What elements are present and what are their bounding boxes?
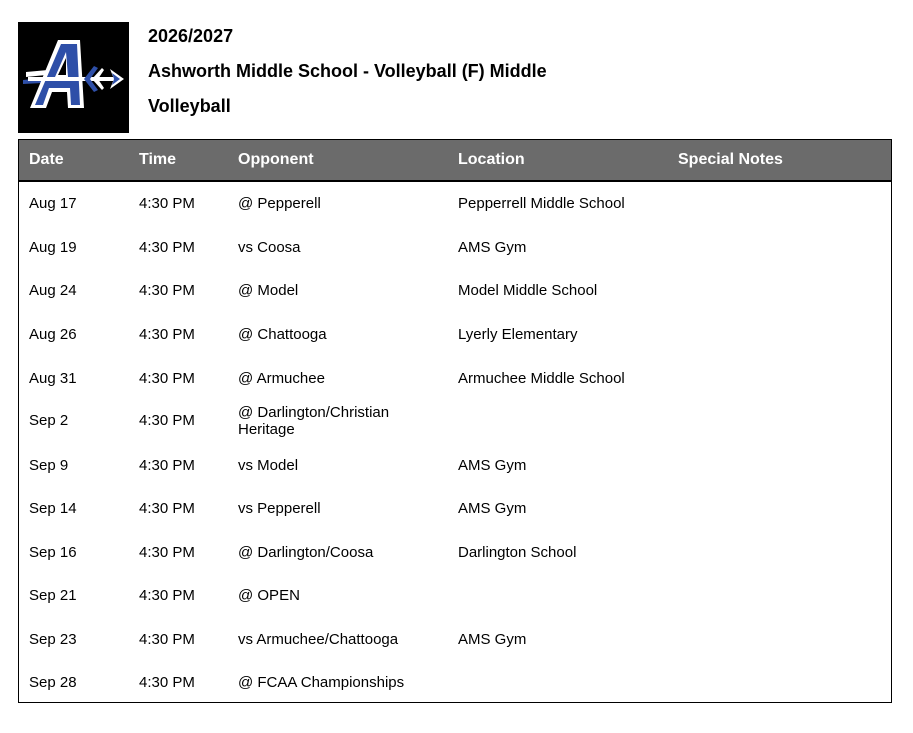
- cell-date: Aug 19: [29, 239, 77, 256]
- cell-location: Darlington School: [458, 544, 577, 561]
- cell-date: Sep 14: [29, 500, 77, 517]
- table-row: [19, 487, 891, 530]
- cell-location: Pepperrell Middle School: [458, 195, 625, 212]
- table-row: [19, 313, 891, 356]
- cell-location: AMS Gym: [458, 457, 527, 474]
- cell-time: 4:30 PM: [139, 631, 195, 648]
- school-logo: [18, 22, 129, 133]
- cell-time: 4:30 PM: [139, 674, 195, 691]
- cell-time: 4:30 PM: [139, 412, 195, 429]
- cell-opponent: vs Model: [238, 457, 299, 474]
- table-row: [19, 661, 891, 704]
- column-header-date: Date: [29, 151, 64, 168]
- cell-opponent: vs Coosa: [238, 239, 301, 256]
- cell-time: 4:30 PM: [139, 587, 195, 604]
- cell-time: 4:30 PM: [139, 544, 195, 561]
- cell-time: 4:30 PM: [139, 326, 195, 343]
- column-header-location: Location: [458, 151, 525, 168]
- cell-opponent: @ Darlington/Coosa: [238, 544, 374, 561]
- season-title: 2026/2027: [148, 26, 234, 46]
- cell-opponent: vs Armuchee/Chattooga: [238, 631, 399, 648]
- column-header-opponent: Opponent: [238, 151, 314, 168]
- cell-time: 4:30 PM: [139, 282, 195, 299]
- cell-location: Model Middle School: [458, 282, 598, 299]
- table-row: [19, 618, 891, 661]
- table-row: [19, 444, 891, 487]
- cell-opponent: @ Pepperell: [238, 195, 321, 212]
- table-row: [19, 531, 891, 574]
- cell-location: AMS Gym: [458, 239, 527, 256]
- cell-opponent: @ Model: [238, 282, 299, 299]
- column-header-time: Time: [139, 151, 177, 168]
- arrow-a-logo-icon: [18, 22, 129, 133]
- cell-time: 4:30 PM: [139, 370, 195, 387]
- cell-date: Aug 31: [29, 370, 77, 387]
- cell-opponent: @ Chattooga: [238, 326, 327, 343]
- cell-date: Sep 9: [29, 457, 69, 474]
- cell-opponent: @ FCAA Championships: [238, 674, 405, 691]
- cell-date: Sep 16: [29, 544, 77, 561]
- school-team-title: Ashworth Middle School - Volleyball (F) Middle: [148, 61, 547, 81]
- cell-time: 4:30 PM: [139, 457, 195, 474]
- cell-date: Aug 26: [29, 326, 77, 343]
- table-row: [19, 357, 891, 400]
- cell-location: Lyerly Elementary: [458, 326, 578, 343]
- cell-location: AMS Gym: [458, 631, 527, 648]
- cell-opponent: @ OPEN: [238, 587, 300, 604]
- cell-opponent: @ Armuchee: [238, 370, 325, 387]
- cell-date: Sep 23: [29, 631, 77, 648]
- cell-opponent: @ Darlington/Christian Heritage: [238, 404, 390, 438]
- cell-time: 4:30 PM: [139, 195, 195, 212]
- table-row: [19, 226, 891, 269]
- cell-date: Sep 28: [29, 674, 77, 691]
- cell-opponent: vs Pepperell: [238, 500, 321, 517]
- schedule-table: [18, 139, 892, 703]
- cell-location: AMS Gym: [458, 500, 527, 517]
- column-header-special-notes: Special Notes: [678, 151, 783, 168]
- cell-date: Sep 2: [29, 412, 69, 429]
- table-header: [19, 140, 891, 182]
- cell-date: Sep 21: [29, 587, 77, 604]
- table-row: [19, 269, 891, 312]
- cell-time: 4:30 PM: [139, 500, 195, 517]
- sport-title: Volleyball: [148, 96, 231, 116]
- cell-date: Aug 24: [29, 282, 77, 299]
- table-row: [19, 182, 891, 225]
- cell-location: Armuchee Middle School: [458, 370, 625, 387]
- table-row: [19, 574, 891, 617]
- cell-date: Aug 17: [29, 195, 77, 212]
- table-row: [19, 400, 891, 443]
- cell-time: 4:30 PM: [139, 239, 195, 256]
